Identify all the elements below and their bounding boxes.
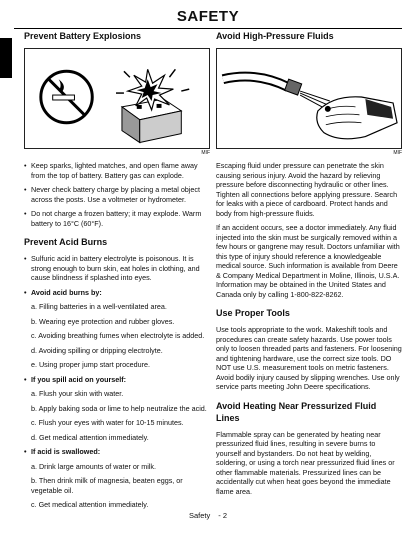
swallow-item-a: a. Drink large amounts of water or milk. — [31, 461, 157, 471]
swallow-item-b: b. Then drink milk of magnesia, beaten eggs, or vegetable oil. — [31, 476, 183, 495]
title-rule — [14, 28, 402, 29]
figure-code: MIF — [201, 149, 210, 156]
section-tab-marker — [0, 38, 12, 78]
bullet-frozen-battery: • Do not charge a frozen battery; it may explode. Warm battery to 16°C (60°F). — [24, 209, 210, 228]
heating-near-lines-paragraph: Flammable spray can be generated by heating near pressurized fluid lines, resulting in severe burns to yourself and bystanders. Do not heat by welding, soldering, or using a torch near pressurized fluid lines or other flammable materials. Pressurized lines can be accidentally cut when heat goes beyond the immediate flame area. — [216, 429, 395, 496]
bullet-sulfuric-acid: • Sulfuric acid in battery electrolyte is poisonous. It is strong enough to burn skin, eat holes in clothing, and cause blindness if splashed into eyes. — [24, 254, 210, 283]
high-pressure-paragraph-2: If an accident occurs, see a doctor immediately. Any fluid injected into the skin must be surgically removed within a few hours or gangrene may result. Doctors unfamiliar with this type of injury should reference a knowledgeable medical source. Such information is available from Deere & Company Medical Department in Moline, Illinois, U.S.A. Information may be obtained in the United States and Canada only by calling 1-800-822-8262. — [216, 223, 400, 299]
spill-item-b: b. Apply baking soda or lime to help neutralize the acid. — [31, 403, 207, 413]
high-pressure-fluids-heading: Avoid High-Pressure Fluids — [216, 31, 334, 41]
spill-item-a: a. Flush your skin with water. — [31, 389, 124, 399]
battery-explosion-illustration — [24, 48, 210, 149]
battery-explosion-drawing — [25, 49, 209, 148]
left-column — [24, 31, 210, 515]
page-footer — [0, 511, 416, 520]
spill-item-c: c. Flush your eyes with water for 10-15 minutes. — [31, 418, 184, 428]
avoid-item-d: d. Avoiding spilling or dripping electrolyte. — [31, 345, 163, 355]
heating-near-lines-heading: Avoid Heating Near Pressurized Fluid Lines — [216, 400, 377, 423]
footer-page-number: - 2 — [218, 511, 228, 520]
avoid-item-e: e. Using proper jump start procedure. — [31, 360, 151, 370]
spill-acid-title: • If you spill acid on yourself: — [24, 375, 210, 385]
footer-section: Safety — [188, 511, 211, 520]
high-pressure-fluid-illustration — [216, 48, 402, 149]
bullet-battery-charge: • Never check battery charge by placing a metal object across the posts. Use a voltmeter or hydrometer. — [24, 185, 210, 204]
avoid-acid-burns-title: • Avoid acid burns by: — [24, 288, 210, 298]
high-pressure-paragraph-1: Escaping fluid under pressure can penetrate the skin causing serious injury. Avoid the hazard by relieving pressure before disconnecting hydraulic or other lines. Tighten all connections before applying pressure. Search for leaks with a piece of cardboard. Protect hands and body from high-pressure fluids. — [216, 161, 398, 218]
proper-tools-paragraph: Use tools appropriate to the work. Makeshift tools and procedures can create safety hazards. Use power tools only to loosen threaded parts and fasteners. For loosening and tightening hardware, use the correct size tools. DO NOT use U.S. measurement tools on metric fasteners. Avoid bodily injury caused by slipping wrenches. Use only service parts meeting John Deere specifications. — [216, 325, 402, 392]
avoid-item-a: a. Filling batteries in a well-ventilated area. — [31, 302, 167, 312]
swallow-acid-title: • If acid is swallowed: — [24, 447, 210, 457]
high-pressure-drawing — [217, 49, 401, 148]
avoid-item-b: b. Wearing eye protection and rubber gloves. — [31, 316, 175, 326]
acid-burns-heading: Prevent Acid Burns — [24, 237, 108, 248]
avoid-item-c: c. Avoiding breathing fumes when electrolyte is added. — [31, 331, 205, 341]
proper-tools-heading: Use Proper Tools — [216, 308, 290, 319]
page-title: SAFETY — [176, 8, 240, 25]
battery-explosions-heading: Prevent Battery Explosions — [24, 31, 142, 41]
bullet-sparks: • Keep sparks, lighted matches, and open flame away from the top of battery. Battery gas can explode. — [24, 161, 210, 180]
right-column — [216, 31, 402, 501]
swallow-item-c: c. Get medical attention immediately. — [31, 500, 149, 510]
spill-item-d: d. Get medical attention immediately. — [31, 432, 149, 442]
figure-code: MIF — [393, 149, 402, 156]
